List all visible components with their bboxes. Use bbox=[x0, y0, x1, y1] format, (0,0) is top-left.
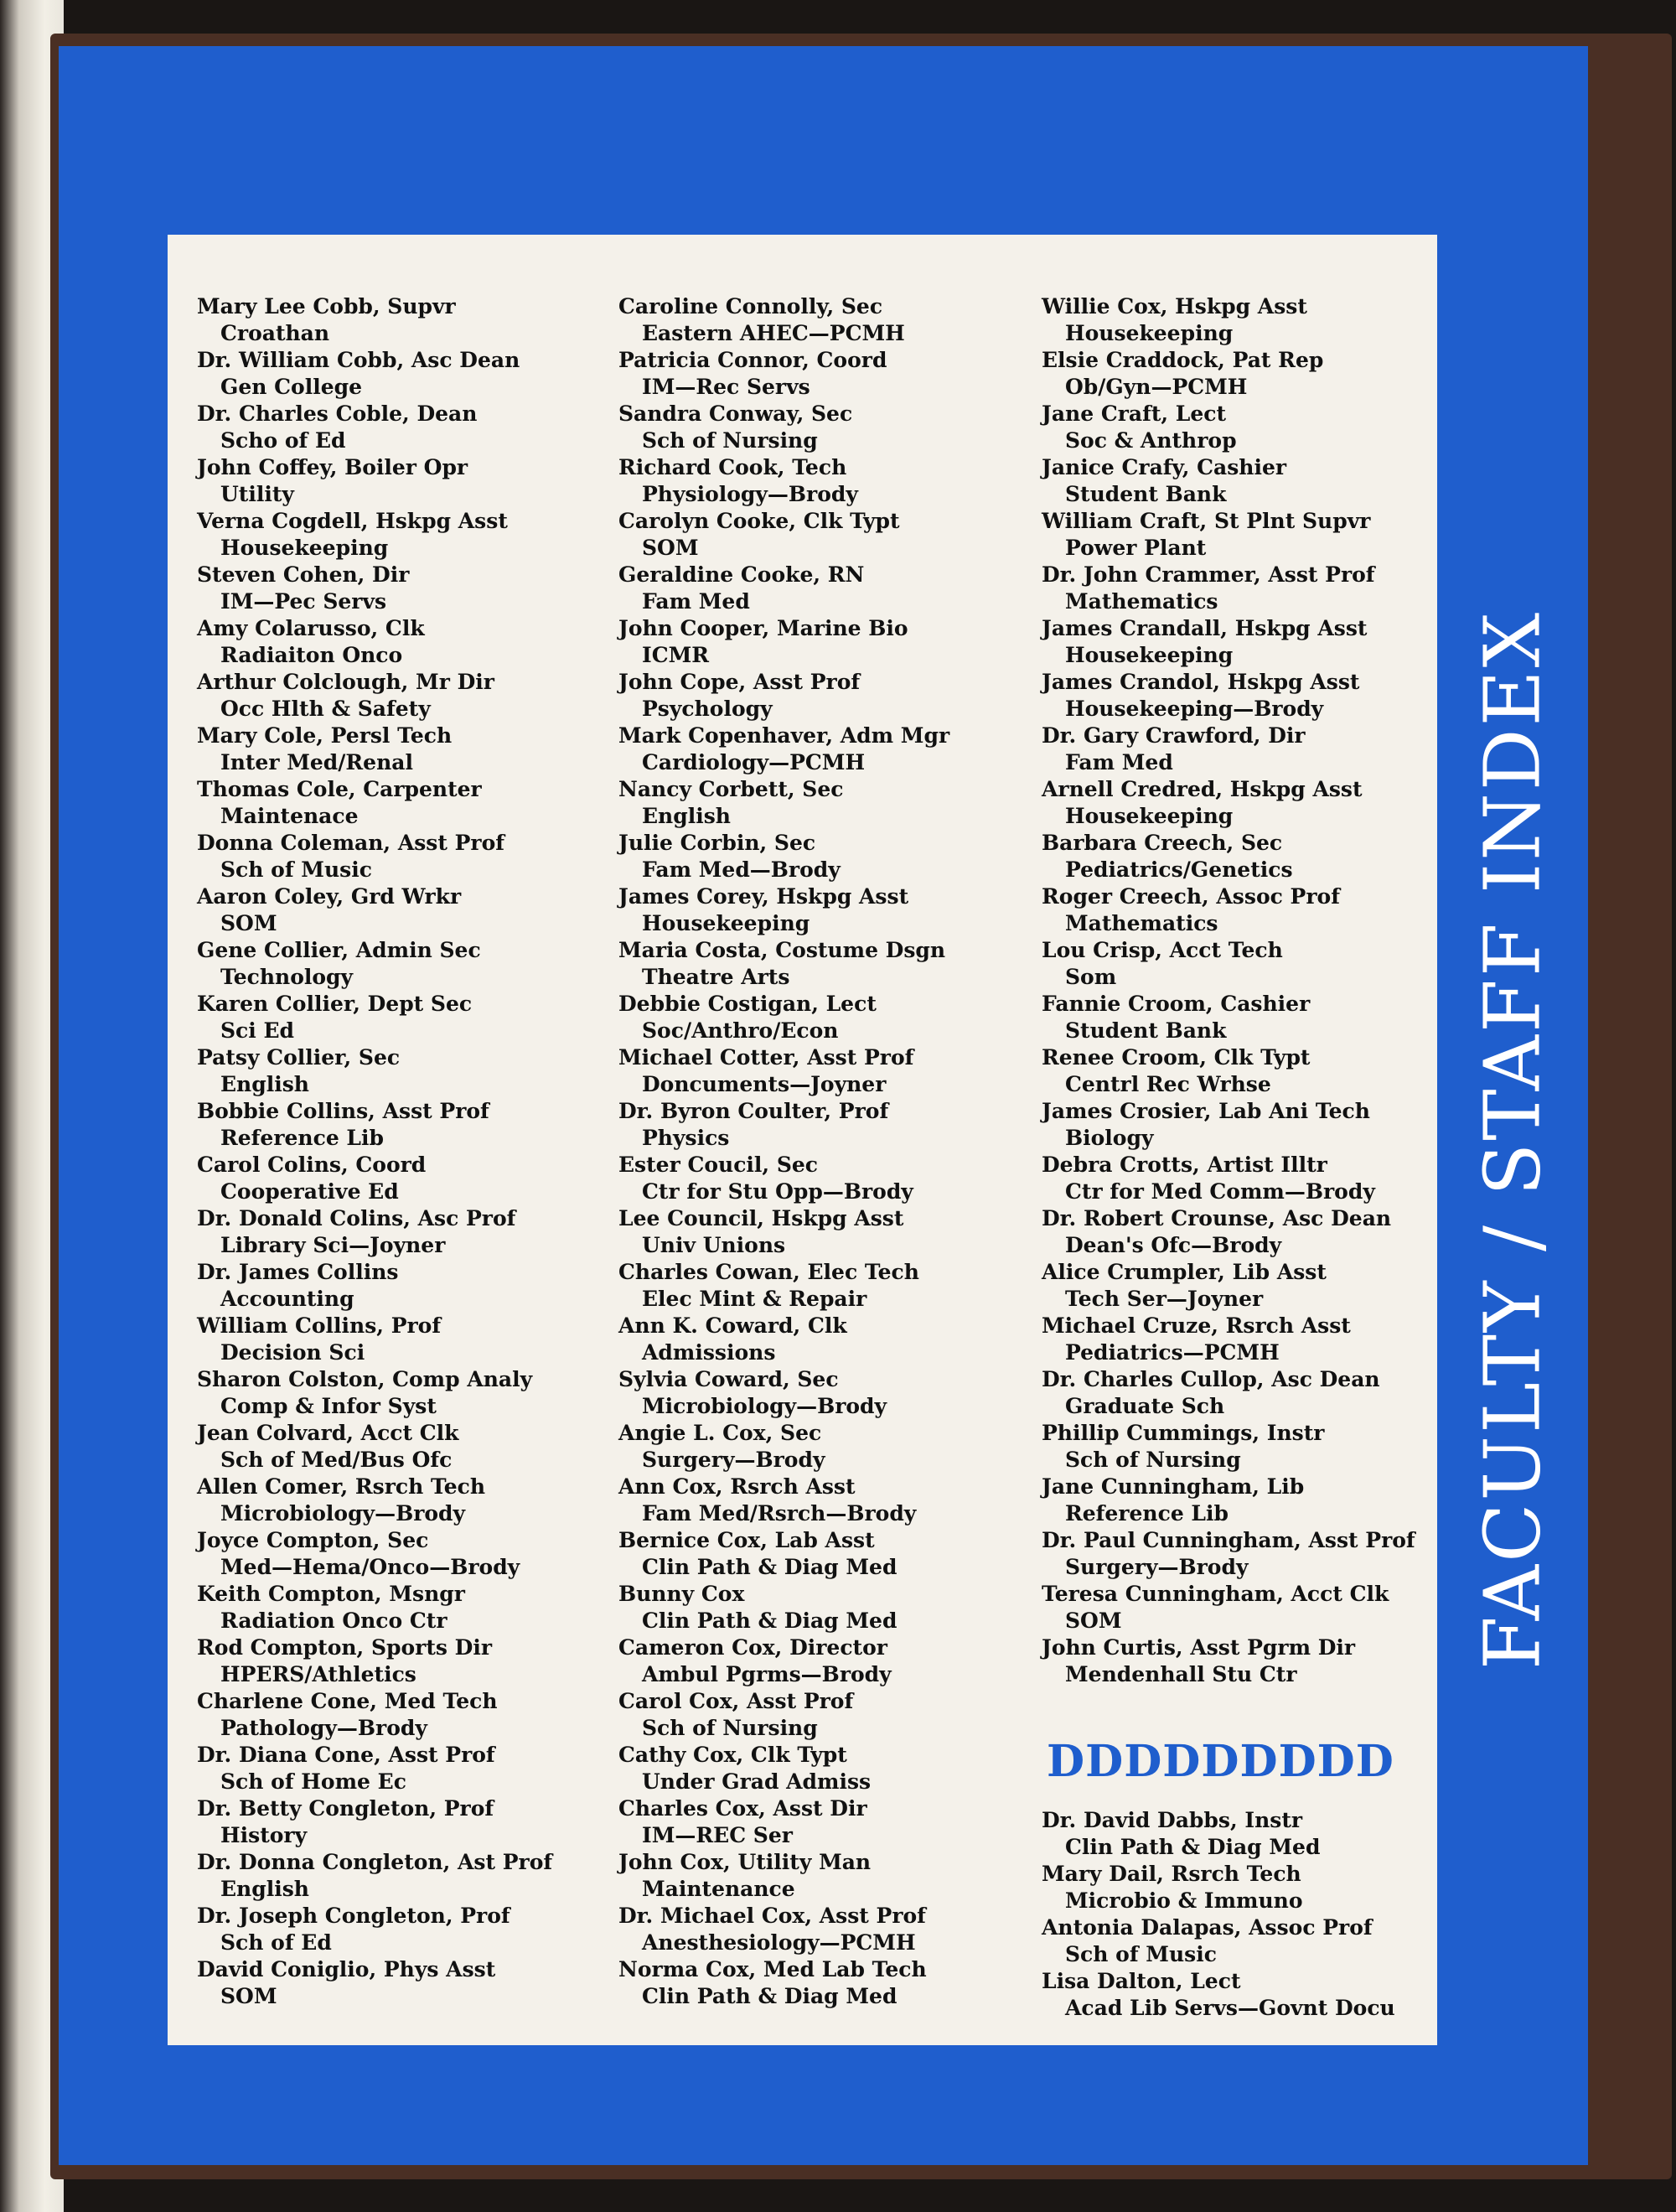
entry-name: Dr. Donald Colins, Asc Prof bbox=[197, 1206, 516, 1230]
index-entry bbox=[618, 1688, 1029, 1742]
entry-name: Dr. Byron Coulter, Prof bbox=[618, 1099, 889, 1123]
index-entry bbox=[197, 1044, 608, 1098]
entry-name: Richard Cook, Tech bbox=[618, 455, 847, 479]
entry-department: Student Bank bbox=[1065, 482, 1227, 506]
index-entry bbox=[618, 1420, 1029, 1474]
index-column-2 bbox=[618, 293, 1029, 2010]
entry-department: Clin Path & Diag Med bbox=[642, 1555, 897, 1579]
entry-name: James Corey, Hskpg Asst bbox=[618, 884, 909, 909]
entry-department: Accounting bbox=[220, 1287, 354, 1311]
entry-name: Dr. William Cobb, Asc Dean bbox=[197, 348, 520, 372]
entry-name: James Crandol, Hskpg Asst bbox=[1042, 670, 1360, 694]
entry-name: Barbara Creech, Sec bbox=[1042, 831, 1283, 855]
index-column-3 bbox=[1042, 293, 1452, 2022]
index-entry bbox=[1042, 669, 1452, 723]
index-entry bbox=[197, 883, 608, 937]
entry-department: Som bbox=[1065, 965, 1117, 989]
index-entry bbox=[1042, 293, 1452, 347]
entry-department: Housekeeping bbox=[1065, 321, 1234, 345]
index-entry bbox=[197, 1313, 608, 1366]
index-entry bbox=[197, 1688, 608, 1742]
index-entry bbox=[1042, 723, 1452, 776]
entry-department: Reference Lib bbox=[1065, 1501, 1229, 1526]
entry-name: Dr. John Crammer, Asst Prof bbox=[1042, 562, 1375, 587]
entry-department: Sch of Ed bbox=[220, 1930, 332, 1955]
index-entry bbox=[1042, 1420, 1452, 1474]
entry-name: Roger Creech, Assoc Prof bbox=[1042, 884, 1340, 909]
entry-name: Dr. Michael Cox, Asst Prof bbox=[618, 1904, 926, 1928]
entry-name: Keith Compton, Msngr bbox=[197, 1582, 465, 1606]
entry-department: Acad Lib Servs—Govnt Docu bbox=[1065, 1996, 1395, 2020]
entry-name: Caroline Connolly, Sec bbox=[618, 294, 883, 319]
section-divider-letters: DDDDDDDDD bbox=[1047, 1736, 1394, 1787]
entry-department: Comp & Infor Syst bbox=[220, 1394, 437, 1418]
entry-department: Maintenace bbox=[220, 804, 359, 828]
entry-name: Thomas Cole, Carpenter bbox=[197, 777, 482, 801]
entry-name: Gene Collier, Admin Sec bbox=[197, 938, 481, 962]
entry-name: Antonia Dalapas, Assoc Prof bbox=[1042, 1915, 1373, 1940]
entry-department: Occ Hlth & Safety bbox=[220, 697, 431, 721]
entry-name: Jane Craft, Lect bbox=[1042, 401, 1227, 426]
index-entry bbox=[197, 293, 608, 347]
entry-name: David Coniglio, Phys Asst bbox=[197, 1957, 496, 1981]
index-entry bbox=[1042, 1098, 1452, 1152]
index-entry bbox=[197, 1259, 608, 1313]
index-entry bbox=[197, 1098, 608, 1152]
entry-department: Under Grad Admiss bbox=[642, 1769, 872, 1794]
entry-department: Scho of Ed bbox=[220, 428, 346, 453]
index-entry bbox=[618, 401, 1029, 454]
entry-name: Julie Corbin, Sec bbox=[618, 831, 816, 855]
index-entry bbox=[1042, 1861, 1452, 1914]
entry-department: Univ Unions bbox=[642, 1233, 786, 1257]
entry-department: Med—Hema/Onco—Brody bbox=[220, 1555, 520, 1579]
entry-name: Mary Dail, Rsrch Tech bbox=[1042, 1862, 1301, 1886]
index-entry bbox=[618, 883, 1029, 937]
entry-name: Phillip Cummings, Instr bbox=[1042, 1421, 1325, 1445]
entry-department: Fam Med bbox=[1065, 750, 1173, 774]
index-entry bbox=[1042, 562, 1452, 615]
entry-name: Dr. Joseph Congleton, Prof bbox=[197, 1904, 510, 1928]
index-entry bbox=[618, 776, 1029, 830]
entry-department: Surgery—Brody bbox=[642, 1448, 825, 1472]
entry-name: Dr. Gary Crawford, Dir bbox=[1042, 723, 1306, 748]
entry-name: Dr. Diana Cone, Asst Prof bbox=[197, 1743, 495, 1767]
entry-department: IM—Rec Servs bbox=[642, 375, 810, 399]
entry-name: Angie L. Cox, Sec bbox=[618, 1421, 822, 1445]
entry-department: Biology bbox=[1065, 1126, 1154, 1150]
entry-department: Ob/Gyn—PCMH bbox=[1065, 375, 1248, 399]
entry-name: Elsie Craddock, Pat Rep bbox=[1042, 348, 1324, 372]
entry-name: Cathy Cox, Clk Typt bbox=[618, 1743, 847, 1767]
vertical-title-band bbox=[1437, 235, 1588, 2045]
entry-name: Carol Cox, Asst Prof bbox=[618, 1689, 854, 1713]
entry-name: Mary Lee Cobb, Supvr bbox=[197, 294, 456, 319]
index-entry bbox=[197, 1420, 608, 1474]
entry-name: Ester Coucil, Sec bbox=[618, 1153, 819, 1177]
entry-name: Joyce Compton, Sec bbox=[197, 1528, 429, 1552]
entry-name: Michael Cruze, Rsrch Asst bbox=[1042, 1313, 1351, 1338]
entry-name: William Collins, Prof bbox=[197, 1313, 442, 1338]
entry-name: Steven Cohen, Dir bbox=[197, 562, 410, 587]
entry-department: Inter Med/Renal bbox=[220, 750, 413, 774]
entry-department: Gen College bbox=[220, 375, 362, 399]
entry-department: IM—REC Ser bbox=[642, 1823, 793, 1847]
index-entry bbox=[1042, 1581, 1452, 1634]
index-entry bbox=[1042, 830, 1452, 883]
entry-department: Radiation Onco Ctr bbox=[220, 1608, 447, 1633]
index-entry bbox=[197, 1956, 608, 2010]
entry-department: Anesthesiology—PCMH bbox=[642, 1930, 916, 1955]
index-column-3-d-entries bbox=[1042, 1807, 1452, 2022]
index-entry bbox=[1042, 1807, 1452, 1861]
entry-department: Mathematics bbox=[1065, 589, 1218, 614]
entry-department: Ctr for Med Comm—Brody bbox=[1065, 1179, 1375, 1204]
index-entry bbox=[1042, 937, 1452, 991]
entry-name: Janice Crafy, Cashier bbox=[1042, 455, 1287, 479]
entry-name: Lou Crisp, Acct Tech bbox=[1042, 938, 1283, 962]
entry-department: ICMR bbox=[642, 643, 710, 667]
index-entry bbox=[618, 1259, 1029, 1313]
index-entry bbox=[618, 1527, 1029, 1581]
index-entry bbox=[1042, 883, 1452, 937]
index-entry bbox=[618, 562, 1029, 615]
entry-department: Mathematics bbox=[1065, 911, 1218, 935]
index-entry bbox=[618, 1474, 1029, 1527]
entry-name: James Crandall, Hskpg Asst bbox=[1042, 616, 1368, 640]
index-entry bbox=[618, 1742, 1029, 1795]
index-entry bbox=[1042, 1044, 1452, 1098]
entry-department: Reference Lib bbox=[220, 1126, 384, 1150]
entry-department: Dean's Ofc—Brody bbox=[1065, 1233, 1282, 1257]
entry-department: Sch of Music bbox=[1065, 1942, 1217, 1966]
index-entry bbox=[1042, 776, 1452, 830]
entry-department: Housekeeping bbox=[220, 536, 389, 560]
entry-department: HPERS/Athletics bbox=[220, 1662, 416, 1686]
index-entry bbox=[1042, 454, 1452, 508]
entry-name: Mark Copenhaver, Adm Mgr bbox=[618, 723, 950, 748]
entry-name: Patsy Collier, Sec bbox=[197, 1045, 401, 1070]
index-entry bbox=[618, 1849, 1029, 1903]
entry-department: Fam Med—Brody bbox=[642, 857, 841, 882]
entry-department: Housekeeping—Brody bbox=[1065, 697, 1324, 721]
entry-name: Sylvia Coward, Sec bbox=[618, 1367, 839, 1391]
entry-department: Ctr for Stu Opp—Brody bbox=[642, 1179, 913, 1204]
entry-department: Utility bbox=[220, 482, 294, 506]
index-entry bbox=[197, 1152, 608, 1205]
index-entry bbox=[197, 1205, 608, 1259]
entry-name: Bunny Cox bbox=[618, 1582, 745, 1606]
entry-name: Debra Crotts, Artist Illtr bbox=[1042, 1153, 1327, 1177]
entry-department: Fam Med bbox=[642, 589, 750, 614]
entry-name: Charles Cowan, Elec Tech bbox=[618, 1260, 919, 1284]
entry-name: John Coffey, Boiler Opr bbox=[197, 455, 468, 479]
entry-department: Ambul Pgrms—Brody bbox=[642, 1662, 892, 1686]
index-entry bbox=[618, 937, 1029, 991]
entry-department: Surgery—Brody bbox=[1065, 1555, 1249, 1579]
entry-name: Fannie Croom, Cashier bbox=[1042, 992, 1311, 1016]
entry-department: SOM bbox=[220, 1984, 277, 2008]
entry-name: Dr. James Collins bbox=[197, 1260, 399, 1284]
index-entry bbox=[197, 1366, 608, 1420]
entry-name: Patricia Connor, Coord bbox=[618, 348, 887, 372]
entry-department: Sci Ed bbox=[220, 1018, 295, 1043]
index-entry bbox=[618, 1152, 1029, 1205]
entry-department: Theatre Arts bbox=[642, 965, 790, 989]
index-sheet bbox=[168, 235, 1437, 2045]
index-entry bbox=[1042, 508, 1452, 562]
index-entry bbox=[618, 830, 1029, 883]
entry-name: James Crosier, Lab Ani Tech bbox=[1042, 1099, 1370, 1123]
index-entry bbox=[197, 1742, 608, 1795]
entry-department: Clin Path & Diag Med bbox=[642, 1984, 897, 2008]
entry-name: John Cox, Utility Man bbox=[618, 1850, 872, 1874]
entry-department: Sch of Music bbox=[220, 857, 372, 882]
entry-name: Dr. Betty Congleton, Prof bbox=[197, 1796, 494, 1821]
entry-department: Housekeeping bbox=[1065, 804, 1234, 828]
entry-name: Carol Colins, Coord bbox=[197, 1153, 427, 1177]
entry-department: Pediatrics/Genetics bbox=[1065, 857, 1293, 882]
entry-department: Graduate Sch bbox=[1065, 1394, 1225, 1418]
index-column-3-c-entries bbox=[1042, 293, 1452, 1688]
entry-department: Clin Path & Diag Med bbox=[642, 1608, 897, 1633]
index-entry bbox=[1042, 1968, 1452, 2022]
index-entry bbox=[197, 1527, 608, 1581]
entry-name: Dr. Charles Cullop, Asc Dean bbox=[1042, 1367, 1380, 1391]
entry-department: Doncuments—Joyner bbox=[642, 1072, 887, 1096]
entry-department: IM—Pec Servs bbox=[220, 589, 387, 614]
entry-name: Dr. Paul Cunningham, Asst Prof bbox=[1042, 1528, 1415, 1552]
entry-name: John Cooper, Marine Bio bbox=[618, 616, 908, 640]
index-entry bbox=[197, 1581, 608, 1634]
entry-department: Eastern AHEC—PCMH bbox=[642, 321, 905, 345]
index-entry bbox=[197, 562, 608, 615]
entry-name: Alice Crumpler, Lib Asst bbox=[1042, 1260, 1327, 1284]
index-entry bbox=[618, 1044, 1029, 1098]
entry-name: John Cope, Asst Prof bbox=[618, 670, 861, 694]
index-entry bbox=[618, 1956, 1029, 2010]
index-entry bbox=[618, 347, 1029, 401]
entry-name: Rod Compton, Sports Dir bbox=[197, 1635, 493, 1660]
entry-department: Power Plant bbox=[1065, 536, 1207, 560]
index-entry bbox=[1042, 1914, 1452, 1968]
index-entry bbox=[197, 454, 608, 508]
index-entry bbox=[1042, 615, 1452, 669]
index-entry bbox=[618, 1205, 1029, 1259]
index-entry bbox=[1042, 401, 1452, 454]
entry-department: Clin Path & Diag Med bbox=[1065, 1835, 1321, 1859]
index-entry bbox=[197, 776, 608, 830]
index-entry bbox=[197, 347, 608, 401]
entry-department: Physics bbox=[642, 1126, 730, 1150]
index-entry bbox=[618, 1903, 1029, 1956]
entry-department: Student Bank bbox=[1065, 1018, 1227, 1043]
entry-department: Fam Med/Rsrch—Brody bbox=[642, 1501, 917, 1526]
index-entry bbox=[618, 1795, 1029, 1849]
entry-name: Geraldine Cooke, RN bbox=[618, 562, 865, 587]
index-entry bbox=[618, 508, 1029, 562]
index-entry bbox=[197, 830, 608, 883]
entry-name: Lee Council, Hskpg Asst bbox=[618, 1206, 904, 1230]
entry-name: Ann Cox, Rsrch Asst bbox=[618, 1474, 856, 1499]
entry-name: William Craft, St Plnt Supvr bbox=[1042, 509, 1371, 533]
entry-name: Bobbie Collins, Asst Prof bbox=[197, 1099, 489, 1123]
entry-department: Sch of Nursing bbox=[642, 428, 818, 453]
entry-name: Maria Costa, Costume Dsgn bbox=[618, 938, 946, 962]
entry-name: Norma Cox, Med Lab Tech bbox=[618, 1957, 927, 1981]
entry-department: Microbio & Immuno bbox=[1065, 1888, 1303, 1913]
entry-department: Physiology—Brody bbox=[642, 482, 858, 506]
entry-department: Housekeeping bbox=[642, 911, 810, 935]
yearbook-page bbox=[59, 46, 1588, 2165]
entry-department: Pediatrics—PCMH bbox=[1065, 1340, 1280, 1365]
entry-department: Radiaiton Onco bbox=[220, 643, 403, 667]
index-entry bbox=[1042, 1474, 1452, 1527]
entry-name: Arnell Credred, Hskpg Asst bbox=[1042, 777, 1363, 801]
entry-department: Housekeeping bbox=[1065, 643, 1234, 667]
index-entry bbox=[197, 1903, 608, 1956]
index-entry bbox=[197, 723, 608, 776]
entry-name: Dr. Donna Congleton, Ast Prof bbox=[197, 1850, 553, 1874]
entry-name: Cameron Cox, Director bbox=[618, 1635, 887, 1660]
entry-name: Carolyn Cooke, Clk Typt bbox=[618, 509, 900, 533]
entry-department: Decision Sci bbox=[220, 1340, 365, 1365]
entry-name: Aaron Coley, Grd Wrkr bbox=[197, 884, 462, 909]
index-entry bbox=[197, 991, 608, 1044]
entry-department: English bbox=[642, 804, 731, 828]
index-entry bbox=[618, 1581, 1029, 1634]
entry-name: Dr. Charles Coble, Dean bbox=[197, 401, 478, 426]
entry-department: Microbiology—Brody bbox=[220, 1501, 466, 1526]
entry-name: Dr. Robert Crounse, Asc Dean bbox=[1042, 1206, 1392, 1230]
index-entry bbox=[197, 401, 608, 454]
entry-name: Karen Collier, Dept Sec bbox=[197, 992, 473, 1016]
entry-department: Soc & Anthrop bbox=[1065, 428, 1237, 453]
index-entry bbox=[1042, 1366, 1452, 1420]
entry-department: Sch of Med/Bus Ofc bbox=[220, 1448, 453, 1472]
entry-department: English bbox=[220, 1072, 309, 1096]
index-entry bbox=[618, 723, 1029, 776]
index-entry bbox=[197, 508, 608, 562]
entry-name: Verna Cogdell, Hskpg Asst bbox=[197, 509, 508, 533]
index-entry bbox=[1042, 1634, 1452, 1688]
index-entry bbox=[1042, 347, 1452, 401]
entry-department: Tech Ser—Joyner bbox=[1065, 1287, 1264, 1311]
entry-department: Maintenance bbox=[642, 1877, 795, 1901]
entry-name: Ann K. Coward, Clk bbox=[618, 1313, 847, 1338]
section-title: FACULTY / STAFF INDEX bbox=[1467, 609, 1558, 1671]
entry-name: Lisa Dalton, Lect bbox=[1042, 1969, 1241, 1993]
entry-department: History bbox=[220, 1823, 308, 1847]
entry-name: Sharon Colston, Comp Analy bbox=[197, 1367, 533, 1391]
entry-department: Pathology—Brody bbox=[220, 1716, 427, 1740]
entry-department: SOM bbox=[642, 536, 699, 560]
index-entry bbox=[1042, 1259, 1452, 1313]
entry-name: Teresa Cunningham, Acct Clk bbox=[1042, 1582, 1389, 1606]
entry-department: Admissions bbox=[642, 1340, 776, 1365]
entry-name: Jean Colvard, Acct Clk bbox=[197, 1421, 459, 1445]
entry-department: English bbox=[220, 1877, 309, 1901]
entry-name: Bernice Cox, Lab Asst bbox=[618, 1528, 875, 1552]
index-entry bbox=[197, 1474, 608, 1527]
entry-department: Cardiology—PCMH bbox=[642, 750, 866, 774]
index-entry bbox=[197, 937, 608, 991]
index-entry bbox=[618, 1313, 1029, 1366]
entry-department: Microbiology—Brody bbox=[642, 1394, 887, 1418]
entry-department: Soc/Anthro/Econ bbox=[642, 1018, 839, 1043]
entry-name: Renee Croom, Clk Typt bbox=[1042, 1045, 1311, 1070]
entry-department: Centrl Rec Wrhse bbox=[1065, 1072, 1271, 1096]
entry-department: Technology bbox=[220, 965, 354, 989]
entry-name: Amy Colarusso, Clk bbox=[197, 616, 425, 640]
entry-department: Sch of Home Ec bbox=[220, 1769, 406, 1794]
index-entry bbox=[1042, 1152, 1452, 1205]
index-entry bbox=[197, 1849, 608, 1903]
index-entry bbox=[618, 1366, 1029, 1420]
entry-name: Charles Cox, Asst Dir bbox=[618, 1796, 867, 1821]
entry-name: Dr. David Dabbs, Instr bbox=[1042, 1808, 1303, 1832]
entry-name: Nancy Corbett, Sec bbox=[618, 777, 844, 801]
entry-department: Sch of Nursing bbox=[1065, 1448, 1241, 1472]
index-entry bbox=[618, 293, 1029, 347]
index-entry bbox=[618, 1098, 1029, 1152]
entry-department: Mendenhall Stu Ctr bbox=[1065, 1662, 1297, 1686]
entry-name: Jane Cunningham, Lib bbox=[1042, 1474, 1305, 1499]
entry-name: Charlene Cone, Med Tech bbox=[197, 1689, 498, 1713]
index-entry bbox=[1042, 991, 1452, 1044]
entry-department: Croathan bbox=[220, 321, 330, 345]
index-entry bbox=[618, 1634, 1029, 1688]
index-entry bbox=[618, 615, 1029, 669]
entry-department: SOM bbox=[1065, 1608, 1122, 1633]
entry-name: Debbie Costigan, Lect bbox=[618, 992, 877, 1016]
entry-name: Willie Cox, Hskpg Asst bbox=[1042, 294, 1307, 319]
index-column-1 bbox=[197, 293, 608, 2010]
entry-name: Sandra Conway, Sec bbox=[618, 401, 853, 426]
entry-name: Donna Coleman, Asst Prof bbox=[197, 831, 505, 855]
index-entry bbox=[618, 991, 1029, 1044]
index-entry bbox=[618, 669, 1029, 723]
index-entry bbox=[197, 1795, 608, 1849]
entry-name: Michael Cotter, Asst Prof bbox=[618, 1045, 914, 1070]
entry-department: Elec Mint & Repair bbox=[642, 1287, 867, 1311]
index-entry bbox=[1042, 1527, 1452, 1581]
index-entry bbox=[197, 1634, 608, 1688]
entry-department: SOM bbox=[220, 911, 277, 935]
index-entry bbox=[197, 615, 608, 669]
entry-department: Cooperative Ed bbox=[220, 1179, 399, 1204]
entry-name: Allen Comer, Rsrch Tech bbox=[197, 1474, 486, 1499]
entry-name: Mary Cole, Persl Tech bbox=[197, 723, 453, 748]
index-entry bbox=[1042, 1205, 1452, 1259]
entry-department: Library Sci—Joyner bbox=[220, 1233, 446, 1257]
entry-name: Arthur Colclough, Mr Dir bbox=[197, 670, 494, 694]
entry-department: Sch of Nursing bbox=[642, 1716, 818, 1740]
index-entry bbox=[1042, 1313, 1452, 1366]
entry-department: Psychology bbox=[642, 697, 773, 721]
entry-name: John Curtis, Asst Pgrm Dir bbox=[1042, 1635, 1356, 1660]
index-entry bbox=[197, 669, 608, 723]
index-entry bbox=[618, 454, 1029, 508]
